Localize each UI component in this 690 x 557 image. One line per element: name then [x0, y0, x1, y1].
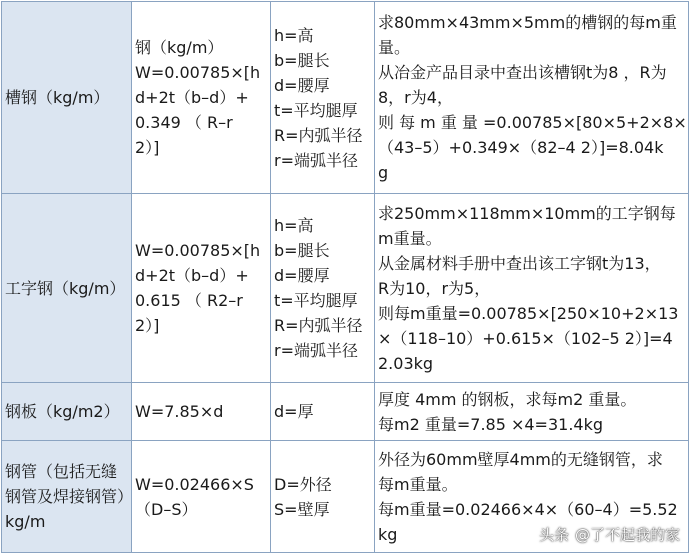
text-line: kg	[378, 524, 398, 544]
parameters-cell	[271, 383, 375, 441]
text-line: S=壁厚	[274, 499, 330, 519]
example-cell	[375, 194, 689, 383]
steel-type-cell	[2, 441, 132, 553]
example-lines	[378, 201, 685, 376]
watermark	[539, 524, 680, 545]
text-line: R为10，r为5，	[378, 278, 491, 298]
text-line: 厚度 4mm 的钢板，求每m2 重量。	[378, 389, 637, 409]
example-lines	[378, 387, 685, 437]
example-cell	[375, 383, 689, 441]
text-line: 8，r为4，	[378, 88, 453, 107]
text-line: 每m2 重量=7.85 ×4=31.4kg	[378, 414, 604, 434]
text-line: R=内弧半径	[274, 125, 363, 145]
text-line: （D–S）	[135, 499, 198, 519]
text-line: d=腰厚	[274, 266, 330, 285]
text-line: （43–5）+0.349×（82–4 2）]=8.04k	[378, 138, 664, 157]
formula-cell	[132, 194, 271, 383]
text-line: W=0.02466×S	[135, 474, 254, 494]
text-line: 0.349 （ R–r	[135, 113, 233, 132]
watermark-source: 头条	[538, 526, 569, 544]
example-lines	[378, 10, 685, 185]
text-line: d+2t（b–d）+	[135, 266, 249, 285]
text-line: D=外径	[274, 474, 332, 494]
steel-weight-table	[1, 1, 689, 553]
text-line: g	[378, 163, 389, 182]
text-line: 钢（kg/m）	[135, 38, 224, 57]
formula-cell	[132, 441, 271, 553]
watermark-account: @了不起我的家	[574, 526, 680, 544]
formula-cell	[132, 2, 271, 194]
text-line: W=0.00785×[h	[135, 63, 261, 82]
text-line: 量。	[378, 38, 411, 57]
text-line: ×（118–10）+0.615×（102–5 2）]=4	[378, 328, 673, 348]
example-cell	[375, 2, 689, 194]
text-line: W=7.85×d	[135, 402, 224, 421]
text-line: h=高	[274, 25, 314, 45]
parameter-lines	[274, 23, 371, 173]
steel-type-name: 工字钢（kg/m）	[5, 278, 126, 298]
text-line: d=腰厚	[274, 75, 330, 95]
steel-type-cell	[2, 2, 132, 194]
text-line: m重量。	[378, 228, 442, 248]
steel-type-name: 槽钢（kg/m）	[5, 88, 110, 107]
text-line: 2.03kg	[378, 353, 434, 373]
parameters-cell	[271, 441, 375, 553]
text-line: d+2t（b–d）+	[135, 88, 249, 107]
table-row-channel-steel	[2, 2, 689, 194]
formula-lines	[135, 238, 267, 338]
parameters-cell	[271, 194, 375, 383]
formula-lines	[135, 472, 267, 522]
text-line: 求250mm×118mm×10mm的工字钢每	[378, 203, 676, 223]
parameter-lines	[274, 213, 371, 363]
parameters-cell	[271, 2, 375, 194]
text-line: W=0.00785×[h	[135, 241, 261, 260]
formula-lines	[135, 399, 267, 424]
table-row-steel-plate	[2, 383, 689, 441]
text-line: b=腿长	[274, 241, 330, 260]
text-line: 2）]	[135, 316, 160, 335]
text-line: t=平均腿厚	[274, 291, 358, 310]
formula-cell	[132, 383, 271, 441]
text-line: R=内弧半径	[274, 316, 363, 335]
text-line: 每m重量。	[378, 474, 458, 494]
table-row-i-beam	[2, 194, 689, 383]
text-line: 2）]	[135, 138, 160, 157]
text-line: r=端弧半径	[274, 150, 358, 170]
text-line: d=厚	[274, 402, 314, 421]
text-line: 0.615 （ R2–r	[135, 291, 243, 310]
text-line: t=平均腿厚	[274, 100, 358, 120]
text-line: h=高	[274, 216, 314, 235]
text-line: 求80mm×43mm×5mm的槽钢的每m重	[378, 13, 677, 32]
text-line: 从冶金产品目录中查出该槽钢t为8 ，R为	[378, 63, 667, 82]
parameter-lines	[274, 399, 371, 424]
table-body	[2, 2, 689, 553]
text-line: 每m重量=0.02466×4×（60–4）=5.52	[378, 499, 678, 519]
parameter-lines	[274, 472, 371, 522]
text-line: 从金属材料手册中查出该工字钢t为13，	[378, 253, 661, 273]
text-line: 则 每 m 重 量 =0.00785×[80×5+2×8×	[378, 113, 687, 132]
text-line: r=端弧半径	[274, 341, 358, 360]
text-line: 外径为60mm壁厚4mm的无缝钢管，求	[378, 449, 663, 469]
text-line: b=腿长	[274, 50, 330, 70]
steel-type-cell	[2, 383, 132, 441]
text-line: 则每m重量=0.00785×[250×10+2×13	[378, 303, 679, 323]
steel-type-name: 钢板（kg/m2）	[5, 402, 120, 421]
steel-type-name: 钢管（包括无缝钢管及焊接钢管）kg/m	[5, 462, 126, 531]
steel-type-cell	[2, 194, 132, 383]
formula-lines	[135, 35, 267, 160]
